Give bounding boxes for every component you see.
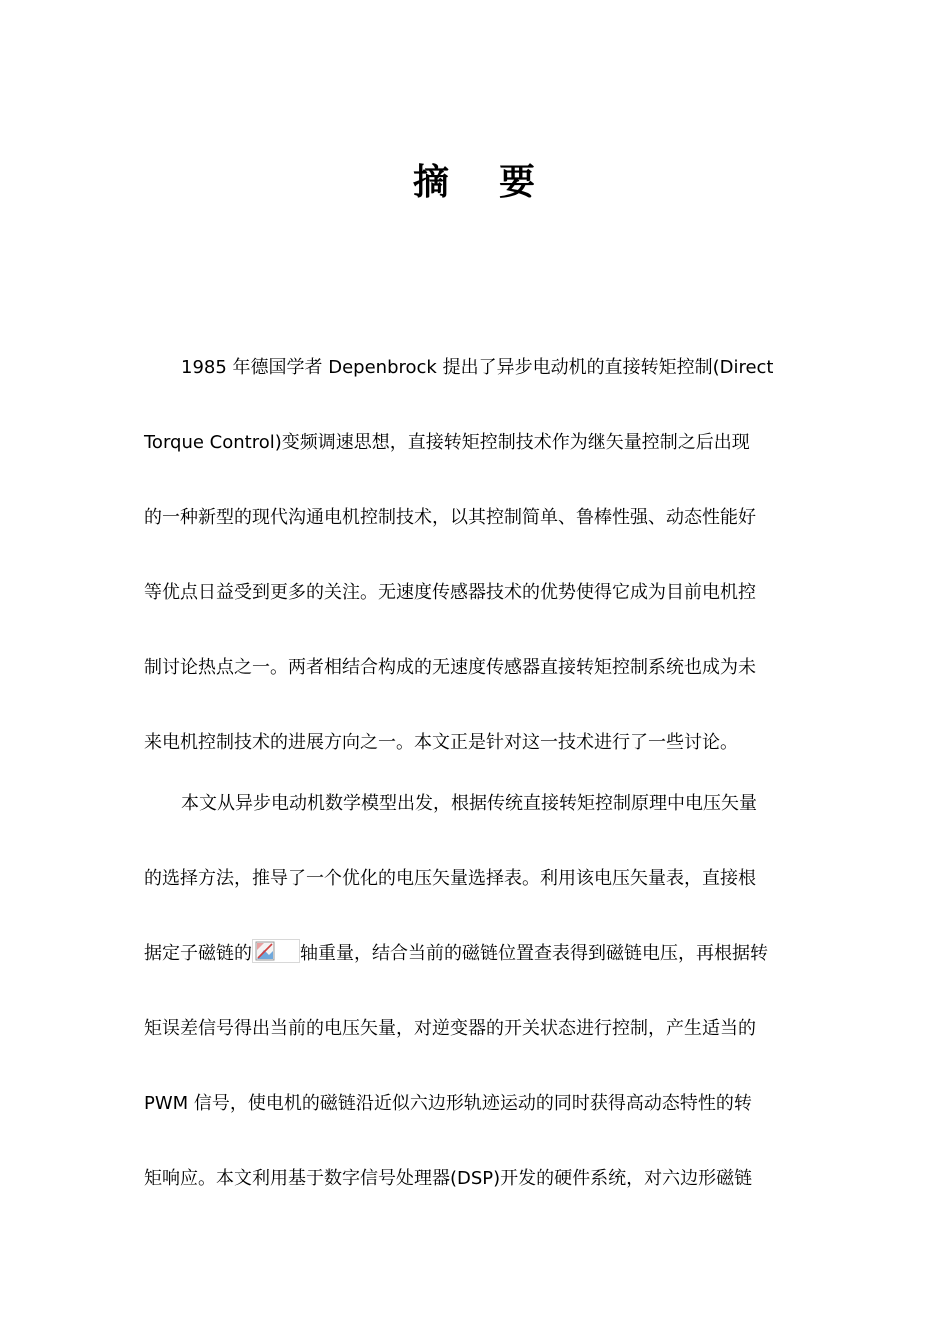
abstract-paragraph-1 [144, 330, 806, 780]
page-title [0, 154, 950, 205]
abstract-paragraph-2 [144, 766, 806, 1216]
text-line-with-image [144, 916, 806, 991]
text-line: 的选择方法，推导了一个优化的电压矢量选择表。利用该电压矢量表，直接根 [144, 868, 756, 889]
text-line: 等优点日益受到更多的关注。无速度传感器技术的优势使得它成为目前电机控 [144, 582, 756, 603]
text-line: 矩响应。本文利用基于数字信号处理器(DSP)开发的硬件系统，对六边形磁链 [144, 1168, 753, 1189]
text-line: 矩误差信号得出当前的电压矢量，对逆变器的开关状态进行控制，产生适当的 [144, 1018, 756, 1039]
title-char-2: 要 [499, 162, 538, 203]
text-line: 的一种新型的现代沟通电机控制技术，以其控制简单、鲁棒性强、动态性能好 [144, 507, 756, 528]
broken-image-icon [252, 939, 300, 963]
text-line: 制讨论热点之一。两者相结合构成的无速度传感器直接转矩控制系统也成为未 [144, 657, 756, 678]
text-line: 1985 年德国学者 Depenbrock 提出了异步电动机的直接转矩控制(Direct [181, 357, 774, 378]
title-char-1: 摘 [412, 162, 451, 203]
text-segment: 据定子磁链的 [144, 943, 252, 964]
text-segment: 轴重量，结合当前的磁链位置查表得到磁链电压，再根据转 [300, 943, 768, 964]
text-line: 本文从异步电动机数学模型出发，根据传统直接转矩控制原理中电压矢量 [181, 793, 757, 814]
text-line: PWM 信号，使电机的磁链沿近似六边形轨迹运动的同时获得高动态特性的转 [144, 1093, 752, 1114]
text-line: Torque Control)变频调速思想，直接转矩控制技术作为继矢量控制之后出现 [144, 432, 750, 453]
text-line: 来电机控制技术的进展方向之一。本文正是针对这一技术进行了一些讨论。 [144, 732, 738, 753]
